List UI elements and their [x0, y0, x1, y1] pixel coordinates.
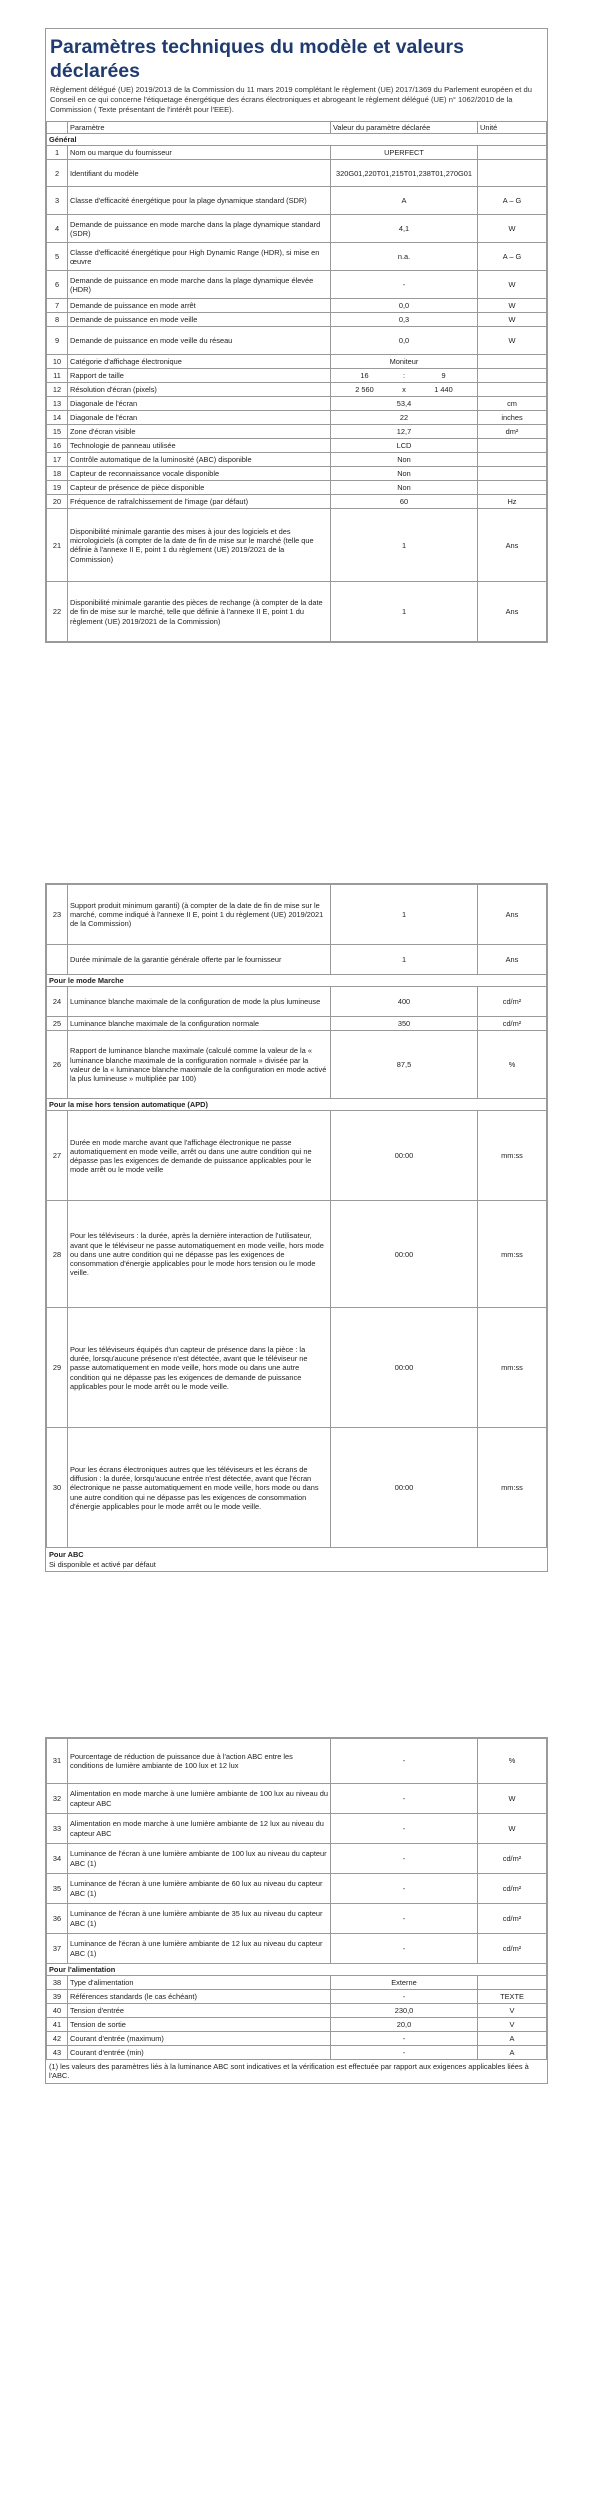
row-unit: TEXTE — [478, 1990, 547, 2004]
row-label: Alimentation en mode marche à une lumière ambiante de 100 lux au niveau du capteur ABC — [68, 1784, 331, 1814]
row-value: - — [331, 1739, 478, 1784]
table-row — [47, 495, 547, 509]
row-label: Disponibilité minimale garantie des mises à jour des logiciels et des micrologiciels (à compter de la date de fin de mise sur le marché (telle que définie à l'annexe II E, point 1 du règlement (UE) 2019/2021 de la Commission) — [68, 509, 331, 582]
row-number: 36 — [47, 1904, 68, 1934]
section-row-general — [47, 134, 547, 146]
row-number: 32 — [47, 1784, 68, 1814]
row-number: 7 — [47, 299, 68, 313]
aspect-ratio-width: 16 — [360, 371, 369, 381]
row-number: 10 — [47, 355, 68, 369]
row-unit: Hz — [478, 495, 547, 509]
row-value: 4,1 — [331, 215, 478, 243]
row-value: 12,7 — [331, 425, 478, 439]
row-label: Courant d'entrée (maximum) — [68, 2032, 331, 2046]
row-label: Diagonale de l'écran — [68, 397, 331, 411]
table-header-row — [47, 122, 547, 134]
row-label: Demande de puissance en mode veille — [68, 313, 331, 327]
row-number — [47, 945, 68, 975]
row-value: - — [331, 2032, 478, 2046]
row-value: Non — [331, 467, 478, 481]
row-unit: V — [478, 2004, 547, 2018]
table-row — [47, 1031, 547, 1099]
table-row — [47, 2032, 547, 2046]
row-value: - — [331, 271, 478, 299]
spec-table-3 — [46, 1738, 547, 2060]
row-number: 1 — [47, 146, 68, 160]
row-number: 42 — [47, 2032, 68, 2046]
row-unit — [478, 439, 547, 453]
row-label: Courant d'entrée (min) — [68, 2046, 331, 2060]
row-label: Identifiant du modèle — [68, 160, 331, 187]
table-row — [47, 467, 547, 481]
row-number: 30 — [47, 1428, 68, 1548]
row-value: 0,0 — [331, 299, 478, 313]
row-number: 40 — [47, 2004, 68, 2018]
header-unit: Unité — [478, 122, 547, 134]
row-number: 34 — [47, 1844, 68, 1874]
row-number: 3 — [47, 187, 68, 215]
row-label: Demande de puissance en mode marche dans la plage dynamique standard (SDR) — [68, 215, 331, 243]
resolution-width: 2 560 — [355, 385, 374, 395]
row-number: 11 — [47, 369, 68, 383]
row-number: 14 — [47, 411, 68, 425]
row-label: Zone d'écran visible — [68, 425, 331, 439]
table-row — [47, 1308, 547, 1428]
table-row — [47, 885, 547, 945]
row-value: A — [331, 187, 478, 215]
row-unit: A – G — [478, 187, 547, 215]
table-row — [47, 299, 547, 313]
row-label: Disponibilité minimale garantie des pièces de rechange (à compter de la date de fin de mise sur le marché, telle que définie à l'annexe II E, point 1 du règlement (UE) 2019/2021 de la Commission) — [68, 582, 331, 642]
row-number: 24 — [47, 987, 68, 1017]
row-unit: W — [478, 313, 547, 327]
section-on-mode: Pour le mode Marche — [47, 975, 547, 987]
row-unit: mm:ss — [478, 1428, 547, 1548]
section-general: Général — [47, 134, 547, 146]
row-label: Luminance de l'écran à une lumière ambiante de 35 lux au niveau du capteur ABC (1) — [68, 1904, 331, 1934]
spec-table-2 — [46, 884, 547, 1548]
row-label: Rapport de taille — [68, 369, 331, 383]
row-unit: mm:ss — [478, 1111, 547, 1201]
row-value: 400 — [331, 987, 478, 1017]
row-unit — [478, 369, 547, 383]
row-label: Luminance de l'écran à une lumière ambiante de 60 lux au niveau du capteur ABC (1) — [68, 1874, 331, 1904]
row-unit — [478, 146, 547, 160]
row-value: - — [331, 1904, 478, 1934]
row-label: Capteur de reconnaissance vocale disponible — [68, 467, 331, 481]
aspect-ratio-height: 9 — [441, 371, 446, 381]
row-number: 9 — [47, 327, 68, 355]
table-row — [47, 383, 547, 397]
section-abc — [46, 1548, 547, 1570]
row-value: 320G01,220T01,215T01,238T01,270G01 — [331, 160, 478, 187]
row-label: Fréquence de rafraîchissement de l'image (par défaut) — [68, 495, 331, 509]
row-value: 0,0 — [331, 327, 478, 355]
resolution-height: 1 440 — [434, 385, 453, 395]
row-value: 350 — [331, 1017, 478, 1031]
header-value: Valeur du paramètre déclarée — [331, 122, 478, 134]
row-label: Durée en mode marche avant que l'affichage électronique ne passe automatiquement en mode veille, arrêt ou dans une autre condition qui ne dépasse pas les exigences de demande de puissance applicables pour le mode arrêt ou le mode veille — [68, 1111, 331, 1201]
table-row — [47, 1784, 547, 1814]
row-unit: W — [478, 299, 547, 313]
table-row — [47, 1017, 547, 1031]
table-row — [47, 146, 547, 160]
row-number: 6 — [47, 271, 68, 299]
row-unit: Ans — [478, 945, 547, 975]
row-unit — [478, 453, 547, 467]
row-unit — [478, 355, 547, 369]
header-number — [47, 122, 68, 134]
row-label: Alimentation en mode marche à une lumière ambiante de 12 lux au niveau du capteur ABC — [68, 1814, 331, 1844]
table-row — [47, 945, 547, 975]
row-label: Luminance de l'écran à une lumière ambiante de 100 lux au niveau du capteur ABC (1) — [68, 1844, 331, 1874]
row-unit: mm:ss — [478, 1201, 547, 1308]
header-parameter: Paramètre — [68, 122, 331, 134]
row-unit: W — [478, 327, 547, 355]
row-label: Luminance de l'écran à une lumière ambiante de 12 lux au niveau du capteur ABC (1) — [68, 1934, 331, 1964]
row-label: Support produit minimum garanti) (à compter de la date de fin de mise sur le marché, comme indiqué à l'annexe II E, point 1 du règlement (UE) 2019/2021 de la Commission) — [68, 885, 331, 945]
row-unit: Ans — [478, 885, 547, 945]
row-number: 8 — [47, 313, 68, 327]
row-label: Tension d'entrée — [68, 2004, 331, 2018]
row-unit: Ans — [478, 582, 547, 642]
row-number: 19 — [47, 481, 68, 495]
row-unit: cd/m² — [478, 1017, 547, 1031]
row-value: - — [331, 1934, 478, 1964]
row-unit: V — [478, 2018, 547, 2032]
row-label: Capteur de présence de pièce disponible — [68, 481, 331, 495]
row-number: 23 — [47, 885, 68, 945]
section-abc-subtitle: Si disponible et activé par défaut — [49, 1559, 156, 1569]
row-value: 00:00 — [331, 1428, 478, 1548]
row-label: Demande de puissance en mode marche dans la plage dynamique élevée (HDR) — [68, 271, 331, 299]
row-label: Tension de sortie — [68, 2018, 331, 2032]
table-row — [47, 1904, 547, 1934]
row-value: 53,4 — [331, 397, 478, 411]
table-row — [47, 1874, 547, 1904]
row-label: Luminance blanche maximale de la configuration normale — [68, 1017, 331, 1031]
row-value: Non — [331, 453, 478, 467]
row-unit: W — [478, 1784, 547, 1814]
table-row — [47, 987, 547, 1017]
row-unit: A – G — [478, 243, 547, 271]
section-abc-title: Pour ABC — [49, 1550, 84, 1560]
table-row — [47, 582, 547, 642]
table-row — [47, 1990, 547, 2004]
row-label: Références standards (le cas échéant) — [68, 1990, 331, 2004]
section-row-apd — [47, 1099, 547, 1111]
row-unit: W — [478, 271, 547, 299]
row-value — [331, 369, 478, 383]
row-number: 15 — [47, 425, 68, 439]
spec-sheet-page-2 — [45, 883, 548, 1572]
table-row — [47, 1934, 547, 1964]
row-label: Diagonale de l'écran — [68, 411, 331, 425]
row-label: Pour les téléviseurs : la durée, après la dernière interaction de l'utilisateur, avant que le téléviseur ne passe automatiquement en mode veille, hors mode ou dans une autre condition qui ne dépasse pas les exigences de consommation d'énergie applicables pour le mode hors tension ou le mode veille. — [68, 1201, 331, 1308]
row-label: Contrôle automatique de la luminosité (ABC) disponible — [68, 453, 331, 467]
row-value: - — [331, 1874, 478, 1904]
row-number: 4 — [47, 215, 68, 243]
row-label: Demande de puissance en mode arrêt — [68, 299, 331, 313]
spec-table-1 — [46, 121, 547, 642]
table-row — [47, 271, 547, 299]
table-row — [47, 411, 547, 425]
row-label: Demande de puissance en mode veille du réseau — [68, 327, 331, 355]
row-value: 1 — [331, 885, 478, 945]
row-number: 37 — [47, 1934, 68, 1964]
row-value: 1 — [331, 509, 478, 582]
row-number: 31 — [47, 1739, 68, 1784]
row-label: Catégorie d'affichage électronique — [68, 355, 331, 369]
row-label: Résolution d'écran (pixels) — [68, 383, 331, 397]
row-value: - — [331, 1814, 478, 1844]
row-unit — [478, 481, 547, 495]
table-row — [47, 1844, 547, 1874]
row-value: UPERFECT — [331, 146, 478, 160]
row-value: Moniteur — [331, 355, 478, 369]
row-number: 16 — [47, 439, 68, 453]
row-value: - — [331, 1844, 478, 1874]
aspect-ratio-separator: : — [402, 371, 406, 381]
row-number: 20 — [47, 495, 68, 509]
table-row — [47, 160, 547, 187]
row-unit: cd/m² — [478, 1874, 547, 1904]
table-row — [47, 509, 547, 582]
table-row — [47, 327, 547, 355]
row-number: 21 — [47, 509, 68, 582]
row-label: Pourcentage de réduction de puissance due à l'action ABC entre les conditions de lumière ambiante de 100 lux et 12 lux — [68, 1739, 331, 1784]
row-value: Externe — [331, 1976, 478, 1990]
table-row — [47, 369, 547, 383]
table-row — [47, 1739, 547, 1784]
row-unit: A — [478, 2046, 547, 2060]
row-number: 41 — [47, 2018, 68, 2032]
row-unit: cd/m² — [478, 1934, 547, 1964]
row-value — [331, 383, 478, 397]
row-label: Nom ou marque du fournisseur — [68, 146, 331, 160]
row-label: Classe d'efficacité énergétique pour High Dynamic Range (HDR), si mise en œuvre — [68, 243, 331, 271]
row-unit — [478, 1976, 547, 1990]
table-row — [47, 425, 547, 439]
row-number: 13 — [47, 397, 68, 411]
row-number: 43 — [47, 2046, 68, 2060]
row-unit: W — [478, 215, 547, 243]
table-row — [47, 1111, 547, 1201]
table-row — [47, 1201, 547, 1308]
regulation-intro: Règlement délégué (UE) 2019/2013 de la Commission du 11 mars 2019 complétant le règlement (UE) 2017/1369 du Parlement européen et du Conseil en ce qui concerne l'étiquetage énergétique des écrans électroniques et abrogeant le règlement délégué (UE) n° 1062/2010 de la Commission ( Texte présentant de l'intérêt pour l'EEE). — [50, 85, 532, 114]
section-power: Pour l'alimentation — [47, 1964, 547, 1976]
row-value: - — [331, 1784, 478, 1814]
row-value: 20,0 — [331, 2018, 478, 2032]
resolution-separator: x — [402, 385, 406, 395]
section-row-on-mode — [47, 975, 547, 987]
row-number: 18 — [47, 467, 68, 481]
row-value: n.a. — [331, 243, 478, 271]
row-unit: % — [478, 1739, 547, 1784]
row-value: 0,3 — [331, 313, 478, 327]
row-number: 39 — [47, 1990, 68, 2004]
row-unit: % — [478, 1031, 547, 1099]
row-unit: cd/m² — [478, 1844, 547, 1874]
row-value: 60 — [331, 495, 478, 509]
row-number: 35 — [47, 1874, 68, 1904]
page-title: Paramètres techniques du modèle et valeurs déclarées — [50, 36, 464, 82]
row-unit: cm — [478, 397, 547, 411]
table-row — [47, 313, 547, 327]
row-number: 2 — [47, 160, 68, 187]
row-unit: cd/m² — [478, 1904, 547, 1934]
section-apd: Pour la mise hors tension automatique (APD) — [47, 1099, 547, 1111]
row-value: - — [331, 2046, 478, 2060]
row-label: Classe d'efficacité énergétique pour la plage dynamique standard (SDR) — [68, 187, 331, 215]
row-unit: inches — [478, 411, 547, 425]
row-value: - — [331, 1990, 478, 2004]
row-label: Durée minimale de la garantie générale offerte par le fournisseur — [68, 945, 331, 975]
row-value: 230,0 — [331, 2004, 478, 2018]
row-label: Luminance blanche maximale de la configuration de mode la plus lumineuse — [68, 987, 331, 1017]
row-value: 00:00 — [331, 1201, 478, 1308]
row-unit: dm² — [478, 425, 547, 439]
row-number: 5 — [47, 243, 68, 271]
row-number: 22 — [47, 582, 68, 642]
row-value: Non — [331, 481, 478, 495]
row-value: LCD — [331, 439, 478, 453]
table-row — [47, 2018, 547, 2032]
table-row — [47, 2046, 547, 2060]
row-unit — [478, 160, 547, 187]
table-row — [47, 187, 547, 215]
table-row — [47, 453, 547, 467]
table-row — [47, 2004, 547, 2018]
row-value: 00:00 — [331, 1308, 478, 1428]
footnote: (1) les valeurs des paramètres liés à la luminance ABC sont indicatives et la vérification est effectuée par rapport aux exigences applicables liées à l'ABC. — [49, 2062, 529, 2081]
table-row — [47, 243, 547, 271]
row-unit: A — [478, 2032, 547, 2046]
row-unit: W — [478, 1814, 547, 1844]
row-number: 38 — [47, 1976, 68, 1990]
row-number: 33 — [47, 1814, 68, 1844]
row-label: Pour les écrans électroniques autres que les téléviseurs et les écrans de diffusion : la durée, lorsqu'aucune entrée n'est détectée, avant que l'écran électronique ne passe automatiquement en mode veille, hors mode ou dans une autre condition qui ne dépasse pas les exigences de consommation d'énergie applicables pour le mode arrêt ou le mode veille. — [68, 1428, 331, 1548]
row-value: 87,5 — [331, 1031, 478, 1099]
row-number: 17 — [47, 453, 68, 467]
table-row — [47, 439, 547, 453]
table-row — [47, 1428, 547, 1548]
row-number: 26 — [47, 1031, 68, 1099]
table-row — [47, 481, 547, 495]
row-number: 25 — [47, 1017, 68, 1031]
row-number: 28 — [47, 1201, 68, 1308]
spec-sheet-page-1 — [45, 28, 548, 643]
row-number: 12 — [47, 383, 68, 397]
table-row — [47, 397, 547, 411]
row-number: 27 — [47, 1111, 68, 1201]
table-row — [47, 1976, 547, 1990]
spec-sheet-page-3 — [45, 1737, 548, 2084]
row-value: 00:00 — [331, 1111, 478, 1201]
row-unit: mm:ss — [478, 1308, 547, 1428]
row-unit: Ans — [478, 509, 547, 582]
row-value: 1 — [331, 945, 478, 975]
row-label: Type d'alimentation — [68, 1976, 331, 1990]
row-label: Rapport de luminance blanche maximale (calculé comme la valeur de la « luminance blanche maximale de la configuration normale » divisée par la valeur de la « luminance blanche maximale de la configuration en mode activé la plus lumineuse » multipliée par 100) — [68, 1031, 331, 1099]
table-row — [47, 355, 547, 369]
row-unit — [478, 383, 547, 397]
row-number: 29 — [47, 1308, 68, 1428]
row-unit: cd/m² — [478, 987, 547, 1017]
row-value: 1 — [331, 582, 478, 642]
row-unit — [478, 467, 547, 481]
section-row-power — [47, 1964, 547, 1976]
row-label: Pour les téléviseurs équipés d'un capteur de présence dans la pièce : la durée, lorsqu'aucune présence n'est détectée, avant que le téléviseur ne passe automatiquement en mode veille, hors mode ou dans une autre condition qui ne dépasse pas les exigences de demande de puissance applicables pour le mode arrêt ou le mode veille. — [68, 1308, 331, 1428]
table-row — [47, 1814, 547, 1844]
row-value: 22 — [331, 411, 478, 425]
table-row — [47, 215, 547, 243]
row-label: Technologie de panneau utilisée — [68, 439, 331, 453]
